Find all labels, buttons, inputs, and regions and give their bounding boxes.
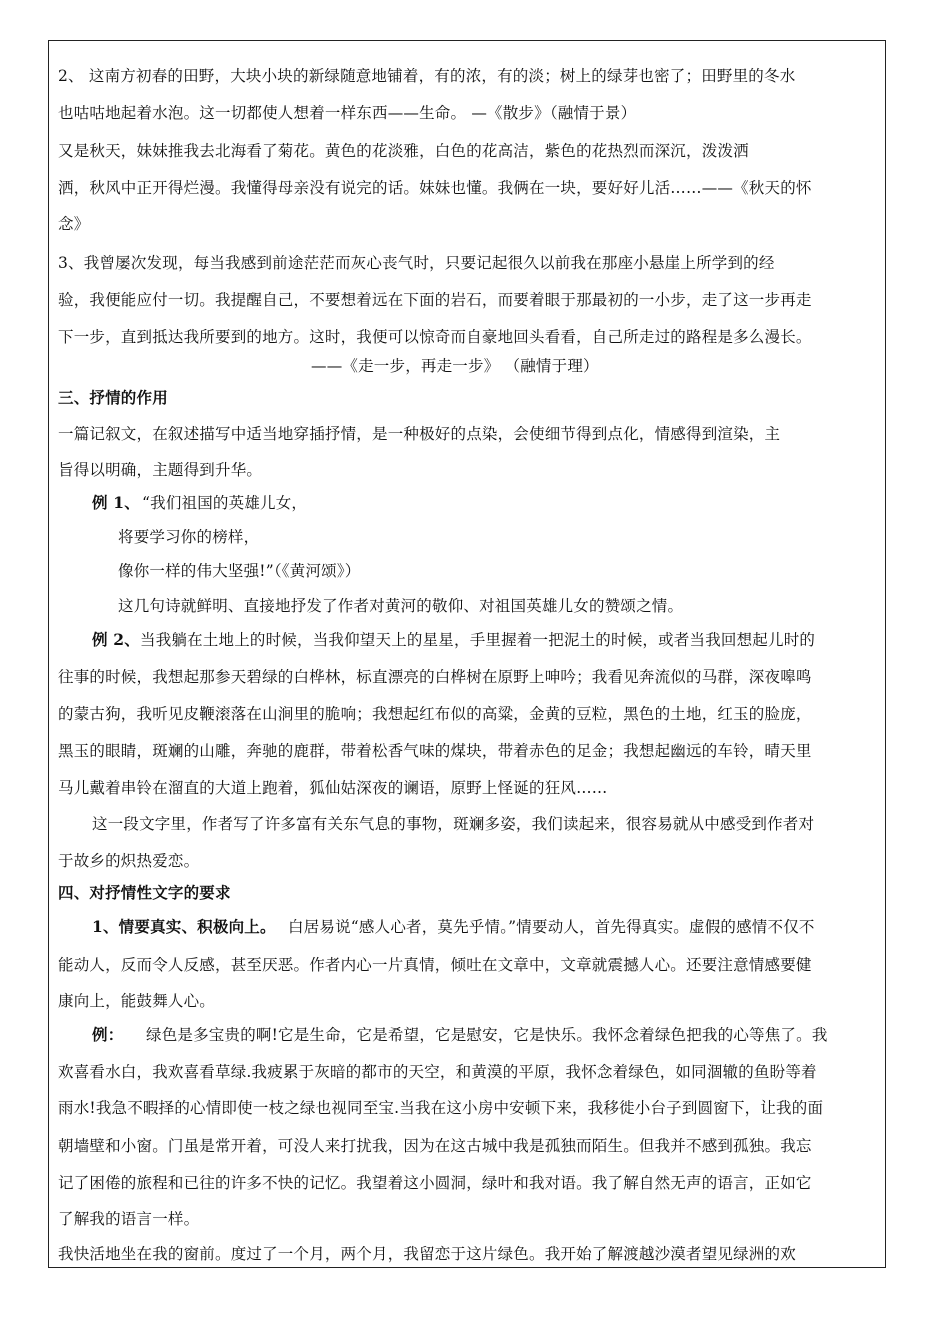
text-line: 记了困倦的旅程和已往的许多不快的记忆。我望着这小圆洞，绿叶和我对语。我了解自然无声的语言，正如它 xyxy=(58,1174,812,1192)
text-line: 我快活地坐在我的窗前。度过了一个月，两个月，我留恋于这片绿色。我开始了解渡越沙漠者望见绿洲的欢 xyxy=(58,1245,796,1263)
text-line: 一篇记叙文，在叙述描写中适当地穿插抒情，是一种极好的点染，会使细节得到点化，情感得到渲染，主 xyxy=(58,425,781,443)
example-label: 例 2、 xyxy=(92,630,140,649)
text-line: 白居易说“感人心者，莫先乎情。”情要动人，首先得真实。虚假的感情不仅不 xyxy=(288,918,815,936)
poem-line: 像你一样的伟大坚强!”（《黄河颂》） xyxy=(118,562,361,580)
citation-line: ——《走一步，再走一步》 （融情于理） xyxy=(311,357,599,375)
text-line: 马儿戴着串铃在溜直的大道上跑着，狐仙姑深夜的谰语，原野上怪诞的狂风…… xyxy=(58,779,608,797)
section-heading: 四、对抒情性文字的要求 xyxy=(58,883,231,902)
text-line: 又是秋天，妹妹推我去北海看了菊花。黄色的花淡雅，白色的花高洁，紫色的花热烈而深沉，泼泼洒 xyxy=(58,142,749,160)
text-line: 这一段文字里，作者写了许多富有关东气息的事物，斑斓多姿，我们读起来，很容易就从中感受到作者对 xyxy=(92,815,815,833)
text-line: 旨得以明确，主题得到升华。 xyxy=(58,461,263,479)
text-line: 往事的时候，我想起那参天碧绿的白桦林，标直漂亮的白桦树在原野上呻吟；我看见奔流似的马群，深夜嗥鸣 xyxy=(58,668,812,686)
text-line: 能动人，反而令人反感，甚至厌恶。作者内心一片真情，倾吐在文章中，文章就震撼人心。还要注意情感要健 xyxy=(58,956,812,974)
poem-line: 将要学习你的榜样， xyxy=(118,528,260,546)
text-line: 当我躺在土地上的时候，当我仰望天上的星星，手里握着一把泥土的时候，或者当我回想起儿时的 xyxy=(140,631,816,649)
text-line: 于故乡的炽热爱恋。 xyxy=(58,852,200,870)
text-line: 绿色是多宝贵的啊!它是生命，它是希望，它是慰安，它是快乐。我怀念着绿色把我的心等焦了。我 xyxy=(146,1026,828,1044)
text-line: 验，我便能应付一切。我提醒自己，不要想着远在下面的岩石，而要着眼于那最初的一小步，走了这一步再走 xyxy=(58,291,812,309)
text-line: 3、我曾屡次发现，每当我感到前途茫茫而灰心丧气时，只要记起很久以前我在那座小悬崖上所学到的经 xyxy=(58,254,775,272)
example-label: 例 1、 xyxy=(92,493,140,512)
text-line: 朝墙壁和小窗。门虽是常开着，可没人来打扰我，因为在这古城中我是孤独而陌生。但我并不感到孤独。我忘 xyxy=(58,1137,812,1155)
text-line: 2、 这南方初春的田野，大块小块的新绿随意地铺着，有的浓，有的淡；树上的绿芽也密了；田野里的冬水 xyxy=(58,67,796,85)
text-line: 这几句诗就鲜明、直接地抒发了作者对黄河的敬仰、对祖国英雄儿女的赞颂之情。 xyxy=(118,597,684,615)
text-line: 黑玉的眼睛，斑斓的山雕，奔驰的鹿群，带着松香气味的煤块，带着赤色的足金；我想起幽远的车铃，晴天里 xyxy=(58,742,812,760)
text-line: 雨水!我急不暇择的心情即使一枝之绿也视同至宝.当我在这小房中安顿下来，我移徙小台子到圆窗下，让我的面 xyxy=(58,1099,824,1117)
text-line: 念》 xyxy=(58,215,90,233)
example-label: 例： xyxy=(92,1025,124,1044)
poem-line: “我们祖国的英雄儿女， xyxy=(142,494,308,512)
text-line: 康向上，能鼓舞人心。 xyxy=(58,992,216,1010)
section-heading: 三、抒情的作用 xyxy=(58,388,168,407)
requirement-title: 1、情要真实、积极向上。 xyxy=(92,917,276,936)
text-line: 下一步，直到抵达我所要到的地方。这时，我便可以惊奇而自豪地回头看看，自己所走过的路程是多么漫长。 xyxy=(58,328,812,346)
text-line: 洒，秋风中正开得烂漫。我懂得母亲没有说完的话。妹妹也懂。我俩在一块，要好好儿活……——《秋天的怀 xyxy=(58,179,812,197)
text-line: 了解我的语言一样。 xyxy=(58,1210,200,1228)
text-line: 也咕咕地起着水泡。这一切都使人想着一样东西——生命。 —《散步》（融情于景） xyxy=(58,104,637,122)
text-line: 欢喜看水白，我欢喜看草绿.我疲累于灰暗的都市的天空，和黄漠的平原，我怀念着绿色，如同涸辙的鱼盼等着 xyxy=(58,1063,817,1081)
text-line: 的蒙古狗，我听见皮鞭滚落在山涧里的脆响；我想起红布似的高粱，金黄的豆粒，黑色的土地，红玉的脸庞， xyxy=(58,705,812,723)
